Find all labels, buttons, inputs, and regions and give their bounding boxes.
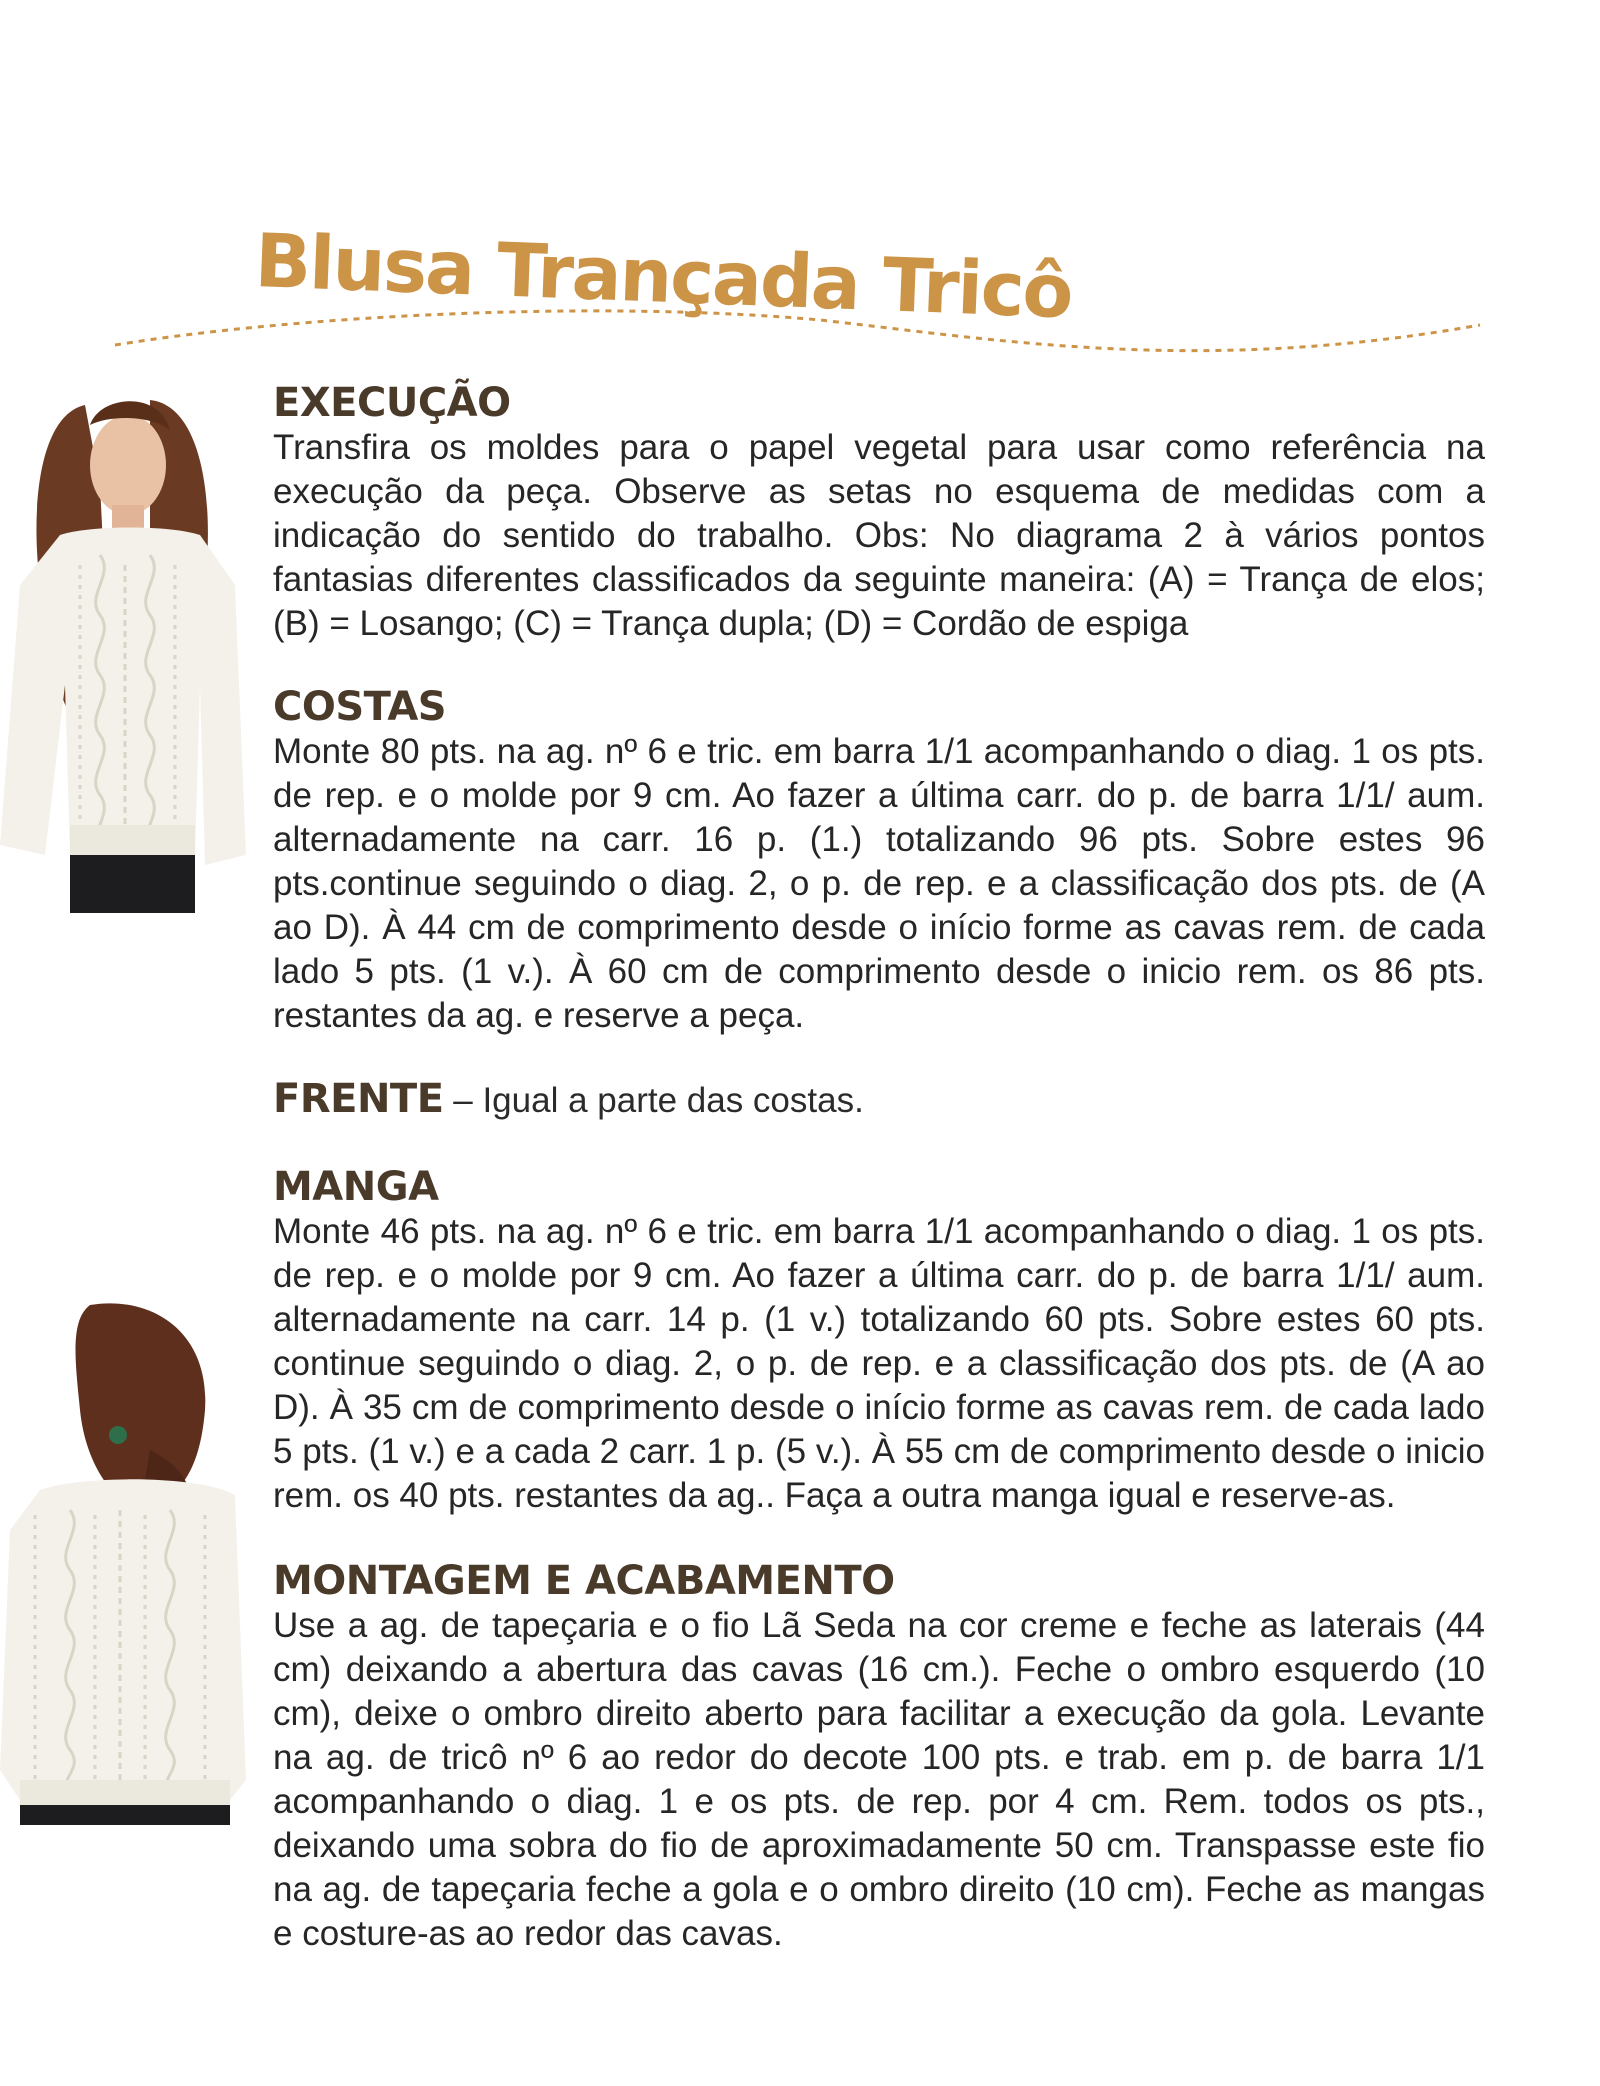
section-body: Use a ag. de tapeçaria e o fio Lã Seda na cor creme e feche as laterais (44 cm) deixando a abertura das cavas (16 cm.). Feche o ombro esquerdo (10 cm), deixe o ombro direito aberto para facilitar a execução da gola. Levante na ag. de tricô nº 6 ao redor do decote 100 pts. e trab. em p. de barra 1/1 acompanhando o diag. 1 e os pts. de rep. por 4 cm. Rem. todos os pts., deixando uma sobra do fio de aproximadamente 50 cm. Transpasse este fio na ag. de tapeçaria feche a gola e o ombro direito (10 cm). Feche as mangas e costure-as ao redor das cavas. — [273, 1606, 1485, 1953]
section-manga — [273, 1164, 1485, 1518]
model-front-photo — [0, 385, 246, 913]
section-heading: MONTAGEM E ACABAMENTO — [273, 1558, 895, 1604]
section-body: Monte 46 pts. na ag. nº 6 e tric. em barra 1/1 acompanhando o diag. 1 os pts. de rep. e o molde por 9 cm. Ao fazer a última carr. do p. de barra 1/1/ aum. alternadamente na carr. 14 p. (1 v.) totalizando 60 pts. Sobre estes 60 pts. continue seguindo o diag. 2, o p. de rep. e a classificação dos pts. de (A ao D). À 35 cm de comprimento desde o início forme as cavas rem. de cada lado 5 pts. (1 v.) e a cada 2 carr. 1 p. (5 v.). À 55 cm de comprimento desde o inicio rem. os 40 pts. restantes da ag.. Faça a outra manga igual e reserve-as. — [273, 1212, 1485, 1515]
section-body: Transfira os moldes para o papel vegetal para usar como referência na execução da peça. Observe as setas no esquema de medidas com a indicação do sentido do trabalho. Obs: No diagrama 2 à vários pontos fantasias diferentes classificados da seguinte maneira: (A) = Trança de elos; (B) = Losango; (C) = Trança dupla; (D) = Cordão de espiga — [273, 428, 1485, 643]
section-heading: MANGA — [273, 1164, 439, 1210]
model-back-photo — [0, 1300, 246, 1825]
section-execucao — [273, 380, 1485, 646]
section-frente — [273, 1076, 1485, 1124]
section-heading: FRENTE — [273, 1076, 444, 1122]
section-montagem — [273, 1558, 1485, 1956]
page-title: Blusa Trançada Tricô — [253, 218, 1074, 336]
instructions-content — [273, 380, 1485, 1956]
section-heading: EXECUÇÃO — [273, 380, 511, 426]
section-costas — [273, 684, 1485, 1038]
title-dotted-wave — [0, 0, 1600, 400]
section-body: – Igual a parte das costas. — [443, 1081, 864, 1120]
section-body: Monte 80 pts. na ag. nº 6 e tric. em barra 1/1 acompanhando o diag. 1 os pts. de rep. e o molde por 9 cm. Ao fazer a última carr. do p. de barra 1/1/ aum. alternadamente na carr. 16 p. (1.) totalizando 96 pts. Sobre estes 96 pts.continue seguindo o diag. 2, o p. de rep. e a classificação dos pts. de (A ao D). À 44 cm de comprimento desde o início forme as cavas rem. de cada lado 5 pts. (1 v.). À 60 cm de comprimento desde o inicio rem. os 86 pts. restantes da ag. e reserve a peça. — [273, 732, 1485, 1035]
section-heading: COSTAS — [273, 684, 447, 730]
